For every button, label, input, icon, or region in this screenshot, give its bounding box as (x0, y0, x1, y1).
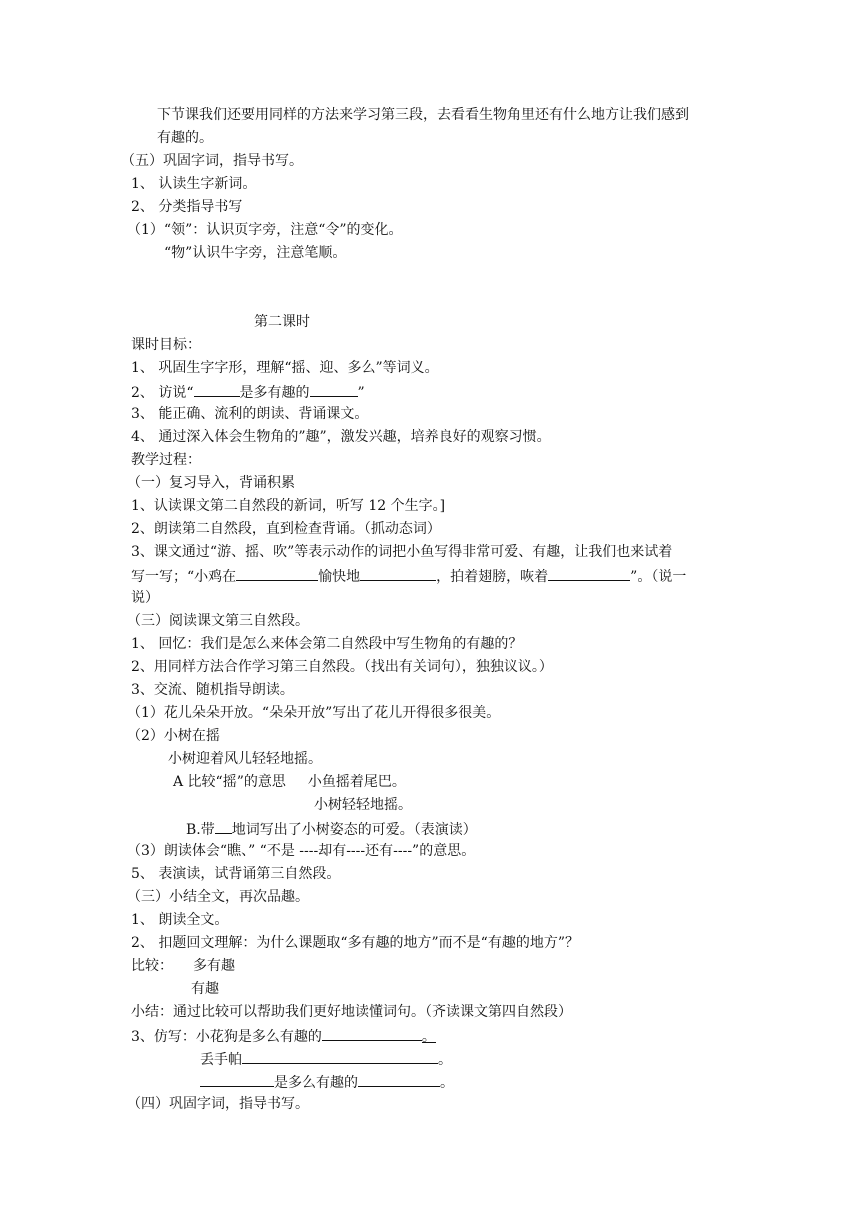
section-heading: （三）阅读课文第三自然段。 (127, 613, 309, 629)
list-item: 3、交流、随机指导朗读。 (131, 682, 294, 698)
blank-line (310, 382, 358, 397)
fill-blank-line: 丢手帕 。 (200, 1049, 452, 1069)
list-item: 2、用同样方法合作学习第三自然段。（找出有关词句），独独议议。） (131, 659, 553, 675)
paragraph-line: 有趣的。 (157, 130, 213, 146)
paragraph-line: “物”认识牛字旁，注意笔顺。 (164, 245, 347, 261)
fill-blank-line: 写一写；“小鸡在 愉快地 ，拍着翅膀，咴着 ”。（说一 (131, 566, 686, 586)
list-item: 5、 表演读，试背诵第三自然段。 (131, 866, 341, 882)
section-heading: （三）小结全文，再次品趣。 (127, 889, 309, 905)
lesson-title: 第二课时 (254, 314, 310, 330)
paragraph-line: 下节课我们还要用同样的方法来学习第三段，去看看生物角里还有什么地方让我们感到 (157, 107, 689, 123)
list-item: （1）花儿朵朵开放。“朵朵开放”写出了花儿开得很多很美。 (127, 705, 501, 721)
list-item: 3、 能正确、流利的朗读、背诵课文。 (131, 406, 369, 422)
list-item: 1、认读课文第二自然段的新词，听写 12 个生字。] (131, 498, 446, 514)
list-item-fill-blank: 2、 访说“ 是多有趣的 ” (131, 382, 365, 402)
section-heading: 教学过程： (131, 452, 201, 468)
section-heading: （四）巩固字词，指导书写。 (127, 1096, 309, 1112)
blank-line (200, 1072, 274, 1087)
fill-blank-line: B.带 地词写出了小树姿态的可爱。（表演读） (186, 819, 477, 839)
blank-line (194, 382, 240, 397)
section-heading: 课时目标： (131, 337, 201, 353)
list-item: 2、朗读第二自然段，直到检查背诵。（抓动态词） (131, 521, 441, 537)
list-item: 1、 朗读全文。 (131, 912, 229, 928)
list-item: 2、 分类指导书写 (131, 199, 243, 215)
list-item: （2）小树在摇 (127, 728, 220, 744)
section-heading: （五）巩固字词，指导书写。 (121, 153, 303, 169)
list-item: （3）朗读体会“瞧、” “不是 ----却有----还有----”的意思。 (127, 843, 476, 859)
comparison-line: 小树轻轻地摇。 (314, 797, 412, 813)
paragraph-line: 小结：通过比较可以帮助我们更好地读懂词句。（齐读课文第四自然段） (131, 1004, 572, 1020)
comparison-line: A 比较“摇”的意思 小鱼摇着尾巴。 (173, 774, 406, 790)
comparison-line: 有趣 (191, 981, 219, 997)
list-item: （1）“领”：认识页字旁，注意“令”的变化。 (127, 222, 403, 238)
blank-line (236, 566, 318, 581)
fill-blank-line: 3、仿写：小花狗是多么有趣的 。 (131, 1026, 436, 1046)
blank-line (358, 1072, 440, 1087)
list-item: 1、 认读生字新词。 (131, 176, 257, 192)
section-heading: （一）复习导入，背诵积累 (127, 475, 295, 491)
blank-line (360, 566, 436, 581)
blank-line (215, 819, 232, 834)
fill-blank-line: 是多么有趣的 。 (200, 1072, 454, 1092)
list-item: 2、 扣题回文理解：为什么课题取“多有趣的地方”而不是“有趣的地方”？ (131, 935, 579, 951)
paragraph-line: 小树迎着风儿轻轻地摇。 (168, 751, 322, 767)
paragraph-line: 说） (131, 590, 159, 606)
blank-line (242, 1049, 438, 1064)
list-item: 4、 通过深入体会生物角的”趣”，激发兴趣，培养良好的观察习惯。 (131, 429, 551, 445)
comparison-line: 比较： 多有趣 (131, 958, 235, 974)
list-item: 1、 回忆：我们是怎么来体会第二自然段中写生物角的有趣的？ (131, 636, 523, 652)
list-item: 3、课文通过“游、摇、吹”等表示动作的词把小鱼写得非常可爱、有趣，让我们也来试着 (131, 544, 673, 560)
blank-line (548, 566, 630, 581)
blank-line (322, 1026, 422, 1041)
list-item: 1、 巩固生字字形，理解“摇、迎、多么”等词义。 (131, 360, 439, 376)
